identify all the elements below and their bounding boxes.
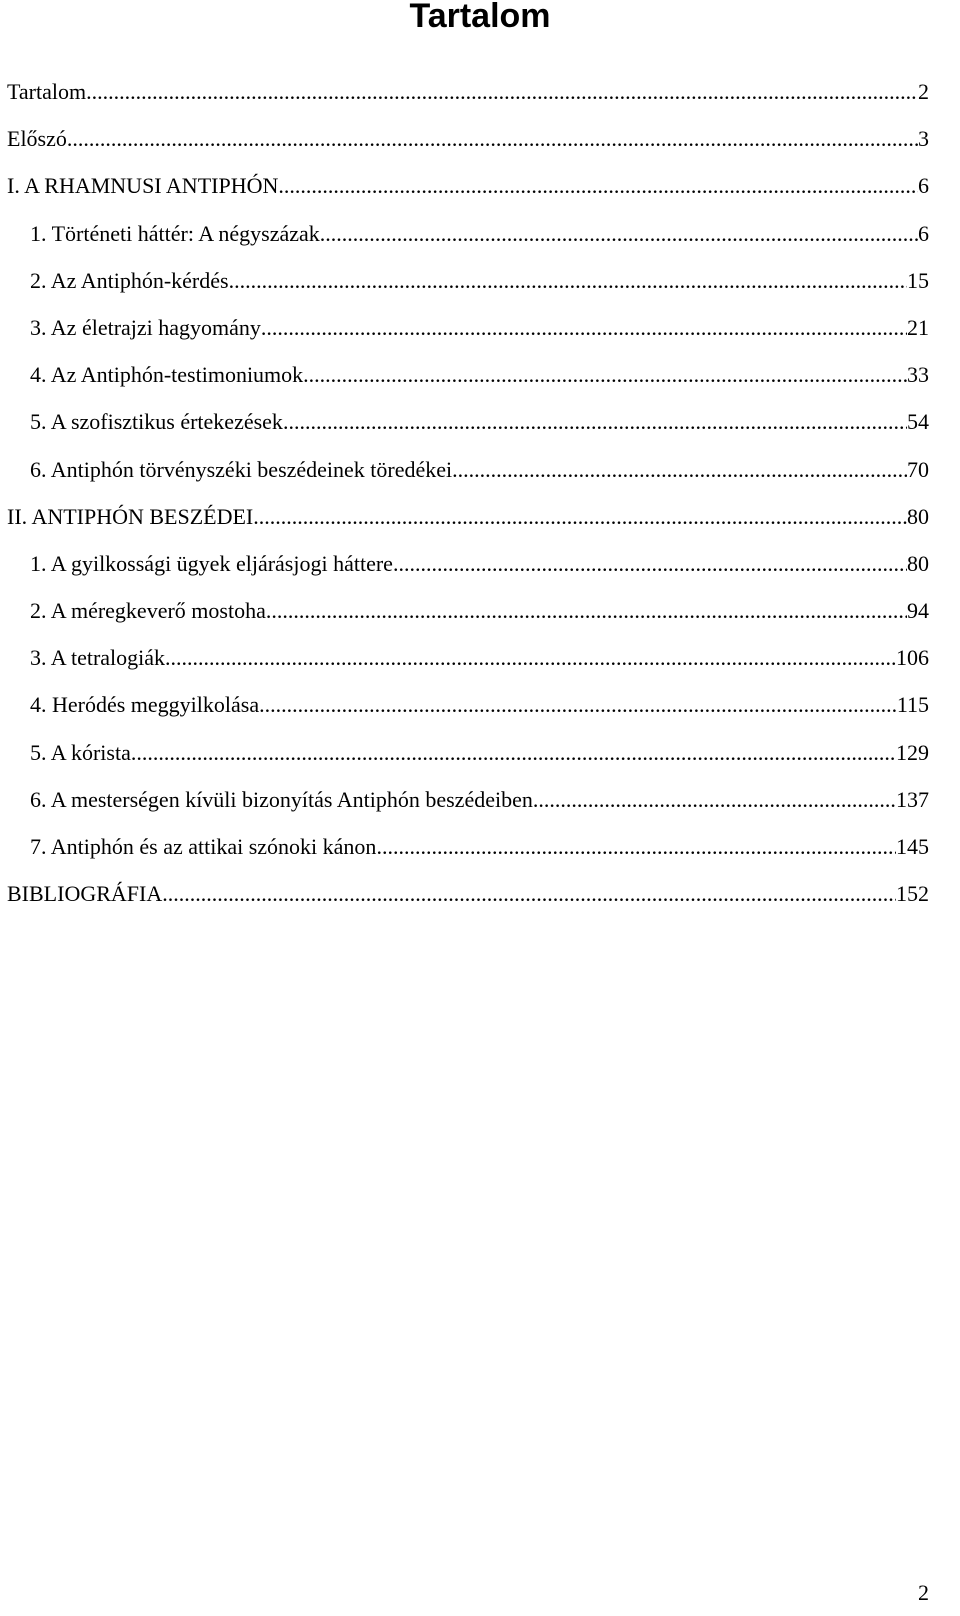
toc-entry-1-6[interactable]	[7, 446, 929, 493]
toc-entry-2-6[interactable]	[7, 776, 929, 823]
toc-entry-page: 129	[896, 739, 929, 765]
toc-entry-2-3[interactable]	[7, 634, 929, 681]
toc-entry-page: 80	[907, 503, 929, 529]
toc-entry-label: I. A RHAMNUSI ANTIPHÓN	[7, 173, 279, 199]
toc-dot-leader	[229, 257, 907, 304]
toc-entry-label: Előszó	[7, 126, 67, 152]
toc-dot-leader	[303, 351, 907, 398]
toc-entry-page: 94	[907, 598, 929, 624]
toc-entry-label: 3. Az életrajzi hagyomány	[30, 314, 261, 340]
toc-entry-page: 33	[907, 362, 929, 388]
toc-entry-label: BIBLIOGRÁFIA	[7, 881, 163, 907]
toc-dot-leader	[393, 540, 907, 587]
toc-entry-2-2[interactable]	[7, 587, 929, 634]
toc-entry-2-5[interactable]	[7, 729, 929, 776]
toc-dot-leader	[259, 681, 897, 728]
toc-entry-label: 7. Antiphón és az attikai szónoki kánon	[30, 834, 377, 859]
toc-dot-leader	[266, 587, 907, 634]
toc-entry-1-4[interactable]	[7, 351, 929, 398]
toc-dot-leader	[376, 823, 896, 870]
toc-dot-leader	[165, 634, 896, 681]
toc-entry-page: 6	[918, 220, 929, 246]
toc-dot-leader	[320, 210, 918, 257]
toc-entry-page: 21	[907, 314, 929, 340]
table-of-contents	[7, 68, 929, 917]
toc-entry-page: 115	[896, 692, 929, 718]
toc-entry-1-5[interactable]	[7, 398, 929, 445]
toc-entry-label: 4. Heródés meggyilkolása	[30, 692, 260, 718]
toc-dot-leader	[452, 446, 907, 493]
toc-entry-1-2[interactable]	[7, 257, 929, 304]
toc-dot-leader	[261, 304, 907, 351]
toc-entry-eloszo[interactable]	[7, 115, 929, 162]
toc-entry-page: 152	[896, 881, 929, 907]
toc-entry-1-3[interactable]	[7, 304, 929, 351]
toc-entry-2-1[interactable]	[7, 540, 929, 587]
toc-entry-label: II. ANTIPHÓN BESZÉDEI	[7, 503, 254, 529]
toc-entry-label: 5. A szofisztikus értekezések	[30, 409, 283, 435]
toc-dot-leader	[253, 493, 907, 540]
toc-entry-page: 145	[896, 834, 929, 859]
toc-entry-page: 80	[907, 550, 929, 576]
toc-dot-leader	[162, 870, 896, 917]
toc-entry-label: Tartalom	[7, 79, 87, 104]
toc-entry-page: 3	[918, 126, 929, 152]
toc-dot-leader	[278, 162, 918, 209]
toc-entry-label: 6. Antiphón törvényszéki beszédeinek töredékei	[30, 456, 453, 482]
toc-entry-page: 15	[907, 267, 929, 293]
toc-entry-label: 2. Az Antiphón-kérdés	[30, 267, 229, 293]
toc-entry-label: 1. A gyilkossági ügyek eljárásjogi háttere	[30, 550, 393, 576]
toc-entry-page: 137	[896, 786, 929, 812]
toc-entry-part-1[interactable]	[7, 162, 929, 209]
toc-entry-label: 2. A méregkeverő mostoha	[30, 598, 266, 624]
toc-dot-leader	[131, 729, 896, 776]
toc-entry-tartalom[interactable]	[7, 68, 929, 115]
toc-entry-bibliografia[interactable]	[7, 870, 929, 917]
toc-entry-page: 2	[918, 79, 929, 104]
toc-entry-label: 5. A kórista	[30, 739, 131, 765]
page-title: Tartalom	[409, 0, 551, 35]
toc-dot-leader	[533, 776, 896, 823]
toc-dot-leader	[86, 68, 918, 115]
toc-entry-label: 6. A mesterségen kívüli bizonyítás Antiphón beszédeiben	[30, 786, 533, 812]
toc-entry-page: 6	[918, 173, 929, 199]
toc-entry-2-4[interactable]	[7, 681, 929, 728]
toc-entry-page: 54	[907, 409, 929, 435]
toc-entry-label: 3. A tetralogiák	[30, 645, 166, 671]
page-number: 2	[918, 1580, 929, 1605]
toc-dot-leader	[283, 398, 907, 445]
toc-entry-label: 4. Az Antiphón-testimoniumok	[30, 362, 304, 388]
toc-entry-1-1[interactable]	[7, 210, 929, 257]
toc-entry-page: 106	[896, 645, 929, 671]
toc-entry-label: 1. Történeti háttér: A négyszázak	[30, 220, 320, 246]
toc-entry-page: 70	[907, 456, 929, 482]
toc-dot-leader	[67, 115, 918, 162]
toc-entry-part-2[interactable]	[7, 493, 929, 540]
toc-entry-2-7[interactable]	[7, 823, 929, 870]
